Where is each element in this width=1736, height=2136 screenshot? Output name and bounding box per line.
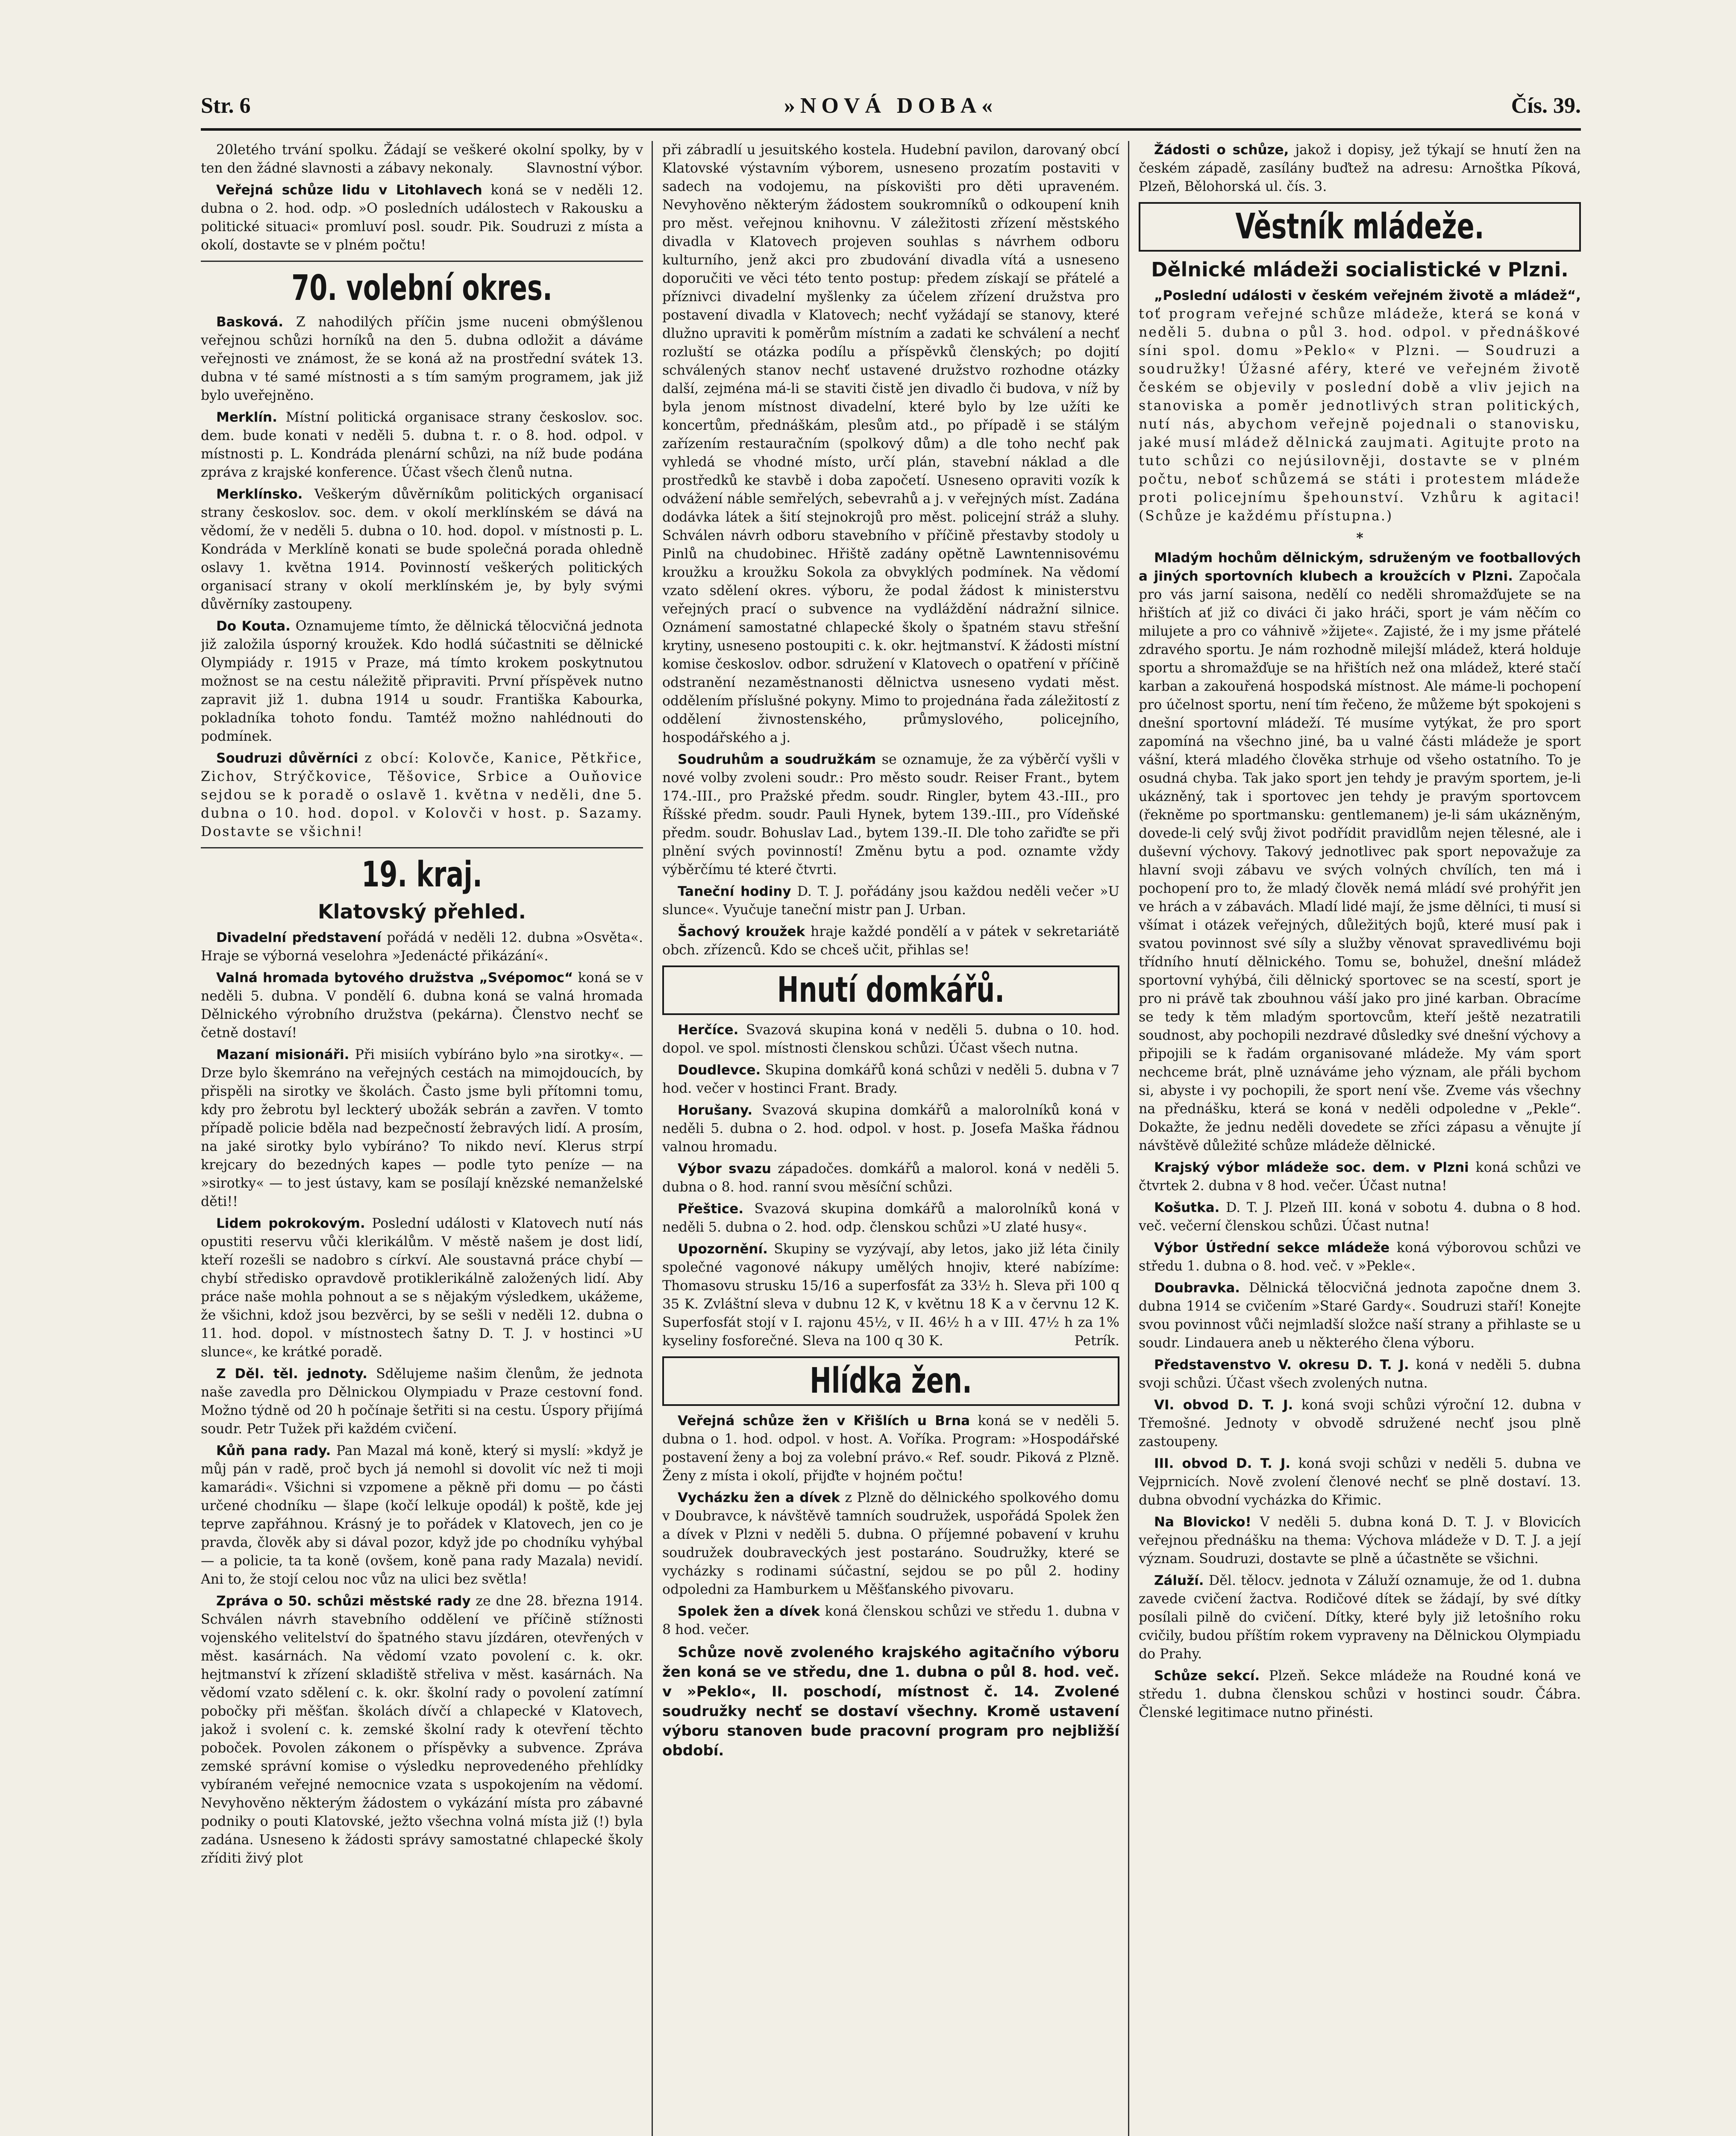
- article-paragraph: Do Kouta. Oznamujeme tímto, že dělnická tělocvičná jednota již založila úsporný kroužek. Kdo hodlá súčastniti se dělnické Olympiády r. 1915 v Praze, má tímto krokem poskytnutou možnost se na cestu náležitě připraviti. První příspěvek nutno zapravit již 1. dubna 1914 u soudr. Františka Kabourka, pokladníka tohoto fondu. Tamtéž možno nahlédnouti do podmínek.: [201, 619, 643, 744]
- article-paragraph: „Poslední události v českém veřejném životě a mládež“, toť program veřejné schůze mládeže, která se koná v neděli 5. dubna o půl 3. hod. odpol. v přednáškové síni spol. domu »Peklo« v Plzni. — Soudruzi a soudružky! Úžasné aféry, které ve veřejném životě českém se objevily v poslední době a vliv jejich na stanoviska a poměr jednotlivých stran politických, nutí nás, abychom veřejně pojednali o stanovisku, jaké musí mládež dělnická zaujmati. Agitujte proto na tuto schůzi co nejúsilovněji, dostavte se v plném počtu, neboť schůzemá se státi i protestem mládeže proti policejnímu špehounství. Vzhůru k agitaci! (Schůze je každému přístupna.): [1139, 288, 1581, 524]
- section-heading-box: [662, 1356, 1119, 1406]
- article-paragraph: Šachový kroužek hraje každé pondělí a v pátek v sekretariátě obch. zřízenců. Kdo se chceš učit, přihlas se!: [662, 924, 1119, 958]
- section-heading: 70. volební okres.: [291, 268, 552, 308]
- article-paragraph: při zábradlí u jesuitského kostela. Hudební pavilon, darovaný obcí Klatovské výstavním výborem, usneseno prozatím postaviti v sadech na vodojemu, na pískovišti pro děti upraveném. Nevyhověno některým žádostem soukromníků o odkoupení knih pro měst. veřejnou knihovnu. V záležitosti zřízení městského divadla v Klatovech projeven souhlas s návrhem odboru kulturního, jenž akci pro zbudování divadla vítá a usneseno doporučiti ve věci této tento postup: předem získají se přátelé a příznivci divadelní myšlenky za účelem zřízení družstva pro postavení divadla v Klatovech; nechť vyžádají se stanovy, které dlužno upraviti k poměrům místním a zadati ke schválení a nechť rozluští se otázka podílu a příspěvků členských; po dojití schválených stanov nechť ustavené družstvo rozhodne otázky další, zejména má-li se staviti čistě jen divadlo či budova, v níž by byla jenom místnost divadelní, které bylo by lze užíti ke koncertům, přednáškám, plesům atd., po případě i se stálým zařízením restauračním (spolkový dům) a dle toho nechť pak vyhledá se vhodné místo, určí plán, stavební náklad a dle prostředků ke stavbě i doba započetí. Usneseno opraviti vozík k odvážení náble semřelých, sebevrahů a j. v veřejných míst. Zadána dodávka látek a šití stejnokrojů pro měst. policejní stráž a sluhy. Schválen návrh odboru stavebního v příčině přestavby stodoly u Pinlů na chudobinec. Hřiště zadány opětně Lawntennisovému kroužku a kroužku Sokola za obvyklých podmínek. Na vědomí vzato sdělení okres. výboru, že podal žádost k ministerstvu veřejných prací o subvence na vydláždění nádražní silnice. Oznámení samostatné chlapecké školy o špatném stavu střešní krytiny, usneseno postoupiti c. k. okr. hejtmanství. K žádosti místní komise českoslov. odbor. sdružení v Klatovech o opatření v příčině odstranění nezaměstnanosti dělnictva usneseno vydati měst. oddělením příslušné pokyny. Mimo to projednána řada záležitostí z oddělení živnostenského, průmyslového, policejního, hospodářského a j.: [662, 142, 1119, 745]
- article-paragraph: Zpráva o 50. schůzi městské rady ze dne 28. března 1914. Schválen návrh stavebního oddělení ve příčině stížnosti vojenského velitelství do špatného stavu jízdáren, otevřených v měst. kasárnách. Na vědomí vzato povolení c. k. okr. hejtmanství k zřízení skladiště střeliva v měst. kasárnách. Na vědomí vzato sdělení c. k. okr. školní rady o povolení zatímní pobočky při měšťan. školách dívčí a chlapecké v Klatovech, jakož i svolení c. k. zemské školní rady k otevření těchto poboček. Povolen zákonem o příspěvky a subvence. Zpráva zemské správní komise o výsledku neprovedeného přehlídky vybíraném veřejné nemocnice vzata s uspokojením na vědomí. Nevyhověno některým žádostem o vykázání místa pro zábavné podniky o pouti Klatovské, ježto všechna volná místa již (!) byla zadána. Usneseno k žádosti správy samostatné chlapecké školy zříditi živý plot: [201, 1593, 643, 1866]
- divider: [201, 261, 643, 262]
- article-paragraph: Basková. Z nahodilých příčin jsme nuceni obmýšlenou veřejnou schůzi horníků na den 5. dubna odložit a dáváme veřejnosti ve známost, že se koná až na prostřední svátek 13. dubna v té samé místnosti a s tím samým programem, jak již bylo uveřejněno.: [201, 314, 643, 403]
- article-paragraph: Žádosti o schůze, jakož i dopisy, jež týkají se hnutí žen na českém západě, zasílány buďtež na adresu: Arnoštka Píková, Plzeň, Bělohorská ul. čís. 3.: [1139, 142, 1581, 194]
- article-paragraph: VI. obvod D. T. J. koná svoji schůzi výroční 12. dubna v Třemošné. Jednoty v obvodě sdružené nechť jsou plně zastoupeny.: [1139, 1397, 1581, 1449]
- article-paragraph: Soudruzi důvěrníci z obcí: Kolovče, Kanice, Pětkřice, Zichov, Strýčkovice, Těšovice, Srbice a Ouňovice sejdou se k poradě o oslavě 1. května v neděli, dne 5. dubna o 10. hod. dopol. v Kolovči v host. p. Sazamy. Dostavte se všichni!: [201, 751, 643, 839]
- article-paragraph: Doubravka. Dělnická tělocvičná jednota započne dnem 3. dubna 1914 se cvičením »Staré Gardy«. Soudruzi staří! Konejte svou povinnost vůči nejmladší složce naší strany a přihlaste se u soudr. Lindauera aneb u některého člena výboru.: [1139, 1280, 1581, 1351]
- article-paragraph: Spolek žen a dívek koná členskou schůzi ve středu 1. dubna v 8 hod. večer.: [662, 1604, 1119, 1637]
- subsection-heading: Dělnické mládeži socialistické v Plzni.: [1151, 258, 1569, 281]
- column-separator: [1128, 141, 1129, 2136]
- article-paragraph: Na Blovicko! V neděli 5. dubna koná D. T. J. v Blovicích veřejnou přednášku na thema: Výchova mládeže v D. T. J. a její význam. Soudruzi, dostavte se plně a účastněte se všichni.: [1139, 1514, 1581, 1567]
- article-paragraph: Taneční hodiny D. T. J. pořádány jsou každou neděli večer »U slunce«. Vyučuje taneční mistr pan J. Urban.: [662, 884, 1119, 918]
- column-separator: [652, 141, 653, 2136]
- article-paragraph: Lidem pokrokovým. Poslední události v Klatovech nutí nás opustiti reservu vůči klerikálům. V městě našem je dost lidí, kteří rozešli se nadobro s církví. Ale soustavná práce chybí — chybí středisko opravdově protiklerikálně založených lidí. Aby práce naše mohla pohnout a se s nějakým výsledkem, ukážeme, že všichni, kdož jsou bezvěrci, by se sešli v neděli 12. dubna o 11. hod. dopol. v místnostech šatny D. T. J. v hostinci »U slunce«, ke krátké poradě.: [201, 1216, 643, 1360]
- issue-number: Čís. 39.: [1511, 94, 1581, 118]
- article-paragraph: Upozornění. Skupiny se vyzývají, aby letos, jako již léta činily společné vagonové nákupy umělých hnojiv, které nabízíme: Thomasovu strusku 15/16 a superfosfát za 33½ h. Sleva při 100 q 35 K. Zvláštní sleva v dubnu 12 K, v květnu 18 K a v červnu 12 K. Superfosfát stojí v I. rajonu 45½, v II. 46½ h a v III. 47½ h za 1% kyseliny fosforečné. Sleva na 100 q 30 K. Petrík.: [662, 1241, 1119, 1349]
- divider: [201, 847, 643, 848]
- article-paragraph: Herčíce. Svazová skupina koná v neděli 5. dubna o 10. hod. dopol. ve spol. místnosti členskou schůzi. Účast všech nutna.: [662, 1022, 1119, 1056]
- subsection-heading: Klatovský přehled.: [318, 900, 526, 923]
- section-heading-box: [662, 965, 1119, 1015]
- page-number: Str. 6: [201, 94, 251, 118]
- header-rule: [201, 128, 1581, 131]
- article-paragraph: Představenstvo V. okresu D. T. J. koná v neděli 5. dubna svoji schůzi. Účast všech zvolených nutna.: [1139, 1357, 1581, 1391]
- article-paragraph: Mazaní misionáři. Při misiích vybíráno bylo »na sirotky«. — Drze bylo škemráno na veřejných cestách na mimojdoucích, by přispěli na sirotky ve školách. Často jsme byli přítomni tomu, kdy pro žebrotu byl leckterý ubožák sebrán a zavřen. V tomto případě policie bděla nad bezpečností žebravých lidí. A prosím, na jaké sirotky bylo vybíráno? To nikdo neví. Klerus strpí krejcary do bezedných kapes — podle tyto peníze — na »sirotky« — to jest ústavy, kam se posílají knězské nemanželské děti!!: [201, 1047, 643, 1209]
- masthead-title: »NOVÁ DOBA«: [784, 94, 998, 118]
- column-1: [201, 141, 643, 2136]
- article-paragraph: Soudruhům a soudružkám se oznamuje, že za výběrčí vyšli v nové volby zvoleni soudr.: Pro město soudr. Reiser Frant., bytem 174.-III., pro Pražské předm. soudr. Ringler, bytem 43.-III., pro Říšské předm. soudr. Pauli Hynek, bytem 139.-III., pro Vídeňské předm. soudr. Bohuslav Lad., bytem 139.-II. Dle toho zařiďte se při plnění svých povinností! Změnu bytu a pod. oznamte vždy výběrčímu té které čtvrti.: [662, 752, 1119, 877]
- article-paragraph: Kůň pana rady. Pan Mazal má koně, který si myslí: »když je můj pán v radě, proč bych já nemohl si dovolit víc než ti moji kamarádi«. Všichni si vzpomene a pěkně při domu — po části určené chodníku — šlape (kočí lelkuje opodál) k poště, kde jej teprve zapřáhnou. Krásný je to pořádek v Klatovech, jen co je pravda, člověk aby si dával pozor, když jde po chodníku vyhýbal — a policie, ta ta koně (ovšem, koně pana rady Mazala) nevidí. Ani to, že stojí celou noc vůz na ulici bez světla!: [201, 1443, 643, 1587]
- article-paragraph: Přeštice. Svazová skupina domkářů a malorolníků koná v neděli 5. dubna o 2. hod. odp. členskou schůzi »U zlaté husy«.: [662, 1201, 1119, 1235]
- article-paragraph: 20letého trvání spolku. Žádají se veškeré okolní spolky, by v ten den žádné slavnosti a zábavy nekonaly. Slavnostní výbor.: [201, 142, 643, 176]
- section-heading-box: [1139, 202, 1581, 252]
- section-heading: Věstník mládeže.: [1235, 206, 1484, 247]
- article-paragraph: Záluží. Děl. tělocv. jednota v Záluží oznamuje, že od 1. dubna zavede cvičení žactva. Rodičové dítek se žádají, by své dítky posílali pilně do cvičení. Dítky, které byly již letošního roku cvičily, budou příštím rokem vypraveny na Dělnickou Olympiadu do Prahy.: [1139, 1573, 1581, 1662]
- article-paragraph: Merklínsko. Veškerým důvěrníkům politických organisací strany českoslov. soc. dem. v okolí merklínském se dává na vědomí, že v neděli 5. dubna o 10. hod. dopol. v místnosti p. L. Kondráda v Merklíně konati se bude společná porada ohledně oslavy 1. května 1914. Povinností veškerých politických organisací strany v okolí merklínském je, by byly svými důvěrníky zastoupeny.: [201, 487, 643, 612]
- separator-asterisk: *: [1356, 530, 1363, 546]
- column-3: [1139, 141, 1581, 2136]
- article-paragraph: Výbor Ústřední sekce mládeže koná výborovou schůzi ve středu 1. dubna o 8. hod. več. v »Pekle«.: [1139, 1240, 1581, 1274]
- article-paragraph: Doudlevce. Skupina domkářů koná schůzi v neděli 5. dubna v 7 hod. večer v hostinci Frant. Brady.: [662, 1062, 1119, 1096]
- article-paragraph: Vycházku žen a dívek z Plzně do dělnického spolkového domu v Doubravce, k návštěvě tamních soudružek, uspořádá Spolek žen a dívek v Plzni v neděli 5. dubna. O příjemné pobavení v kruhu soudružek doubraveckých jest postaráno. Soudružky, které se vycházky s rodinami súčastní, sejdou se po půl 2. hodiny odpoledni za Hamburkem u Měšťanského pivovaru.: [662, 1490, 1119, 1597]
- article-paragraph: Valná hromada bytového družstva „Svépomoc“ koná se v neděli 5. dubna. V pondělí 6. dubna koná se valná hromada Dělnického výrobního družstva (pekárna). Členstvo nechť se četně dostaví!: [201, 970, 643, 1041]
- page-header: [201, 90, 1581, 128]
- column-2: [662, 141, 1119, 2136]
- article-paragraph: Veřejná schůze žen v Křišlích u Brna koná se v neděli 5. dubna o 1. hod. odpol. v host. A. Voříka. Program: »Hospodářské postavení ženy a boj za volební právo.« Ref. soudr. Piková z Plzně. Ženy z místa i okolí, přijďte v hojném počtu!: [662, 1413, 1119, 1484]
- section-heading: Hlídka žen.: [810, 1361, 972, 1401]
- article-paragraph: Divadelní představení pořádá v neděli 12. dubna »Osvěta«. Hraje se výborná veselohra »Jedenácté přikázání«.: [201, 930, 643, 964]
- article-paragraph: Z Děl. těl. jednoty. Sdělujeme našim členům, že jednota naše zavedla pro Dělnickou Olympiadu v Praze cestovní fond. Možno týdně od 20 h počínaje šetřiti si na cestu. Úspory přijímá soudr. Petr Tužek při každém cvičení.: [201, 1366, 643, 1437]
- article-paragraph: Veřejná schůze lidu v Litohlavech koná se v neděli 12. dubna o 2. hod. odp. »O posledních událostech v Rakousku a politické situaci« promluví posl. soudr. Pik. Soudruzi z místa a okolí, dostavte se v plném počtu!: [201, 182, 643, 253]
- article-paragraph: Krajský výbor mládeže soc. dem. v Plzni koná schůzi ve čtvrtek 2. dubna v 8 hod. večer. Účast nutna!: [1139, 1160, 1581, 1194]
- article-paragraph: Horušany. Svazová skupina domkářů a malorolníků koná v neděli 5. dubna o 2. hod. odpol. v host. p. Josefa Maška řádnou valnou hromadu.: [662, 1103, 1119, 1155]
- article-paragraph: Schůze nově zvoleného krajského agitačního výboru žen koná se ve středu, dne 1. dubna o půl 8. hod. več. v »Peklo«, II. poschodí, místnost č. 14. Zvolené soudružky nechť se dostaví všechny. Kromě ustavení výboru stanoven bude pracovní program pro nejbližší období.: [662, 1644, 1119, 1759]
- article-paragraph: Merklín. Místní politická organisace strany českoslov. soc. dem. bude konati v neděli 5. dubna t. r. o 8. hod. odpol. v místnosti p. L. Kondráda plenární schůzi, na níž bude podána zpráva z krajské konference. Účast všech členů nutna.: [201, 410, 643, 480]
- article-paragraph: Schůze sekcí. Plzeň. Sekce mládeže na Roudné koná ve středu 1. dubna členskou schůzi v hostinci soudr. Čábra. Členské legitimace nutno přinésti.: [1139, 1668, 1581, 1720]
- article-paragraph: Výbor svazu západočes. domkářů a malorol. koná v neděli 5. dubna o 8. hod. ranní svou měsíční schůzi.: [662, 1161, 1119, 1195]
- section-heading: 19. kraj.: [361, 854, 482, 895]
- section-heading: Hnutí domkářů.: [777, 970, 1005, 1010]
- article-paragraph: Košutka. D. T. J. Plzeň III. koná v sobotu 4. dubna o 8 hod. več. večerní členskou schůzi. Účast nutna!: [1139, 1200, 1581, 1234]
- article-paragraph: Mladým hochům dělnickým, sdruženým ve footballových a jiných sportovních klubech a kroužcích v Plzni. Započala pro vás jarní saisona, nedělí co neděli shromažďujete se na hřištích ať již co diváci či jako hráči, sport je vám něčím co milujete a pro co váhnivě »žijete«. Zajisté, že i my jsme přátelé zdravého sportu. Je nám rozhodně milejší mládež, která holduje sportu a shromažďuje se na hřištích než ona mládež, které stačí karban a zakouřená hospodská místnost. Ale máme-li pochopení pro účelnost sportu, není tím řečeno, že můžeme být spokojeni s dnešní sportovní mládeží. Té musíme vytýkat, že pro sport zapomíná na všechno jiné, ba u valné části mládeže je sport vášní, která mladého člověka strhuje od všeho ostatního. To je osudná chyba. Tak jako sport jen tehdy je pravým sportem, je-li ukázněný, tak i sportovec jen tehdy je pravým sportovcem (řekněme po sportmansku: gentlemanem) je-li sám ukázněným, dovede-li celý svůj život podřídit pravidlům nejen tělesné, ale i duševní výchovy. Takový jednotlivec pak sport nepovažuje za hlavní svoji zábavu ve svých volných chvílích, ten má i pochopení pro to, že mladý člověk nemá mládí své prohýřit jen ve hrách a v zábavách. Mladí lidé mají, že jsme dělníci, ti musí si všímat i otázek veřejných, důležitých bojů, které musí pak i svatou povinnost své síly a služby věnovat spravedlivému boji třídního hnutí dělnického. Tomu se, bohužel, dnešní mládež sportovní vyhýbá, čili dělnický sportovec se na scestí, sport je pro ni právě tak zbouhnou váší jako pro jiné karban. Obracíme se tedy k těm mladým sportovcům, kteří ještě nezatratili soudnost, aby pochopili nezdravé důsledky své dnešní výchovy a připojili se k řadám organisované mládeže. My vám sport nechceme brát, plně uznáváme jeho význam, ale přáli bychom si, abyste i vy pochopili, že sport není vše. Zveme vás všechny na přednášku, která se koná v neděli odpoledne v „Pekle“. Dokažte, že jednu neděli dovedete se zříci zápasu a věnujte jí návštěvě důležité schůze mládeže dělnické.: [1139, 550, 1581, 1153]
- article-paragraph: III. obvod D. T. J. koná svoji schůzi v neděli 5. dubna ve Vejprnicích. Nově zvolení členové nechť se plně dostaví. 13. dubna obvodní vycházka do Křimic.: [1139, 1456, 1581, 1508]
